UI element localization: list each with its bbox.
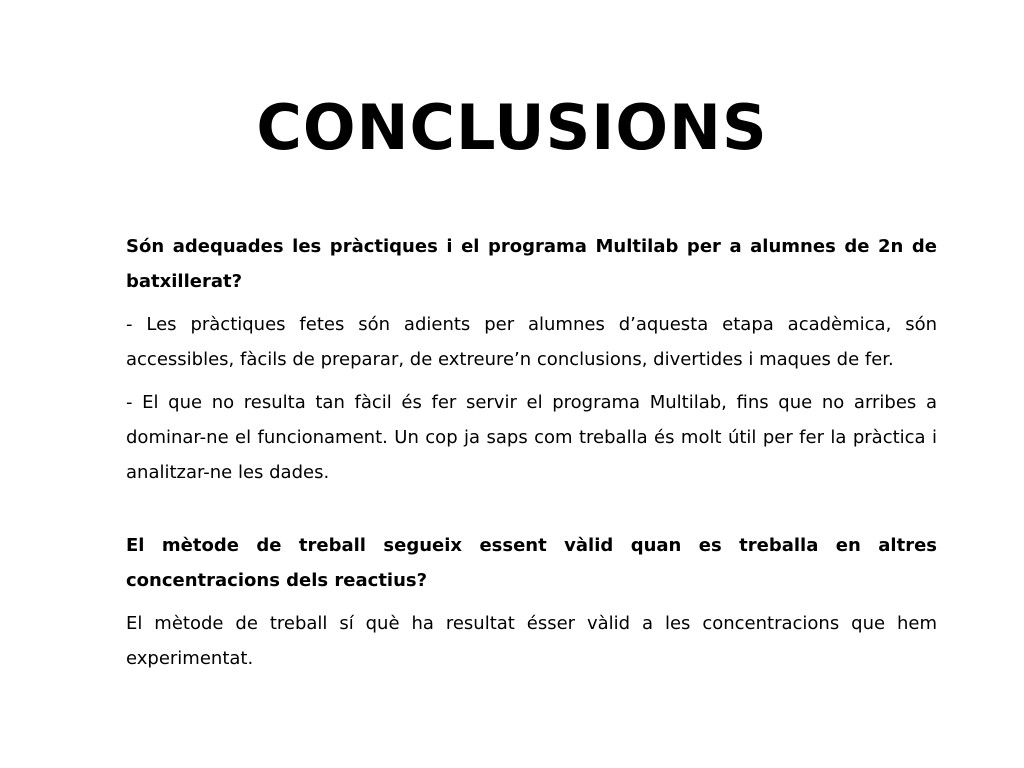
answer-2: El mètode de treball sí què ha resultat ésser vàlid a les concentracions que hem experimentat. bbox=[126, 613, 937, 669]
answer-1b: - El que no resulta tan fàcil és fer servir el programa Multilab, fins que no arribes a dominar-ne el funcionament. Un cop ja saps com treballa és molt útil per fer la pràctica i analitzar-ne les dades. bbox=[126, 392, 937, 483]
paragraph-gap bbox=[126, 498, 937, 528]
slide-title: CONCLUSIONS bbox=[256, 91, 768, 164]
question-1: Són adequades les pràctiques i el programa Multilab per a alumnes de 2n de batxillerat? bbox=[126, 236, 937, 292]
answer-1a: - Les pràctiques fetes són adients per alumnes d’aquesta etapa acadèmica, són accessibles, fàcils de preparar, de extreure’n conclusions, divertides i maques de fer. bbox=[126, 314, 937, 370]
slide-body bbox=[126, 229, 937, 684]
question-2: El mètode de treball segueix essent vàlid quan es treballa en altres concentracions dels reactius? bbox=[126, 535, 937, 591]
